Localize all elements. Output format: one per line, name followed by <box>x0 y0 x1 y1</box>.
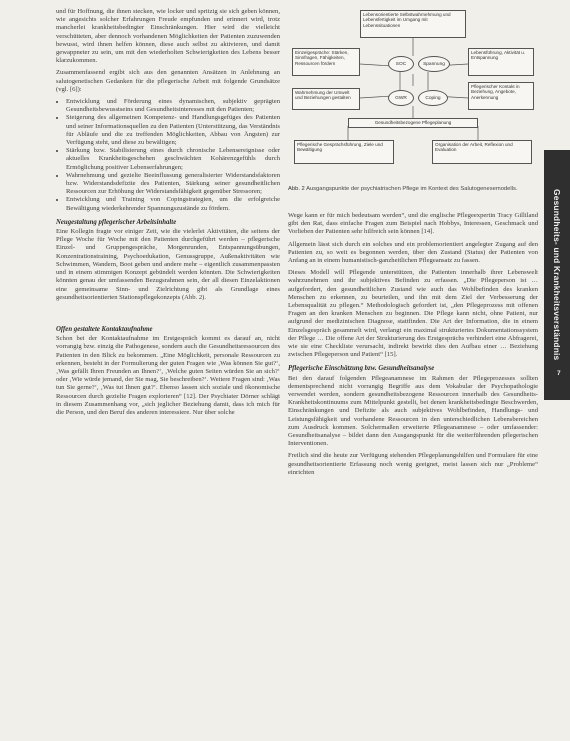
diagram-box-middle: Gesundheitsbezogene Pflegeplanung <box>348 118 478 128</box>
diagram-box-right-2: Pflegerischer Kontakt in Beziehung, Angebote, Anerkennung <box>468 82 534 110</box>
right-paragraph-2: Allgemein lässt sich durch ein solches und ein problemorientiert angelegter Zugang auf den Patienten zu, so weit es begonnen werden, über den Zustand (Status) der Patienten von Anfang an in einem humanistisch-ganzheitlichen Pflegeansatz zu fassen. <box>288 240 538 265</box>
left-paragraph-1: und für Hoffnung, die ihnen stecken, wie locker und spritzig sie sich geben können, wie angesichts solcher Erfahrungen Freude empfunden und erinnert wird, trotz mancherlei krankheitsbedingter Einschränkungen. Hier wird die vielleicht verschütteten, aber dennoch vorhandenen Möglichkeiten der Patienten zuzuwenden bewusst, wird ihnen helfen können, diese auch selbst zu aktivieren, und damit gewappneter zu sein, um mit den wiederholten Schwierigkeiten des Lebens besser klarzukommen. <box>56 8 280 65</box>
list-item: • Stärkung bzw. Stabilisierung eines durch chronische Lebensereignisse oder aktuelles Krankheitsgeschehen geschwächten Kohärenzgefühls durch Ermöglichung positiver Lebenserfahrungen; <box>66 147 280 172</box>
left-column <box>56 8 280 421</box>
diagram-box-left-2: Wahrnehmung der Umwelt und Beziehungen gestalten <box>292 88 360 110</box>
salutogenesis-diagram <box>288 8 538 184</box>
right-paragraph-5: Freilich sind die heute zur Verfügung stehenden Pflegeplanungshilfen und Formulare für eine gesundheitsorientierte Erfassung noch wenig geeignet, meist lassen sich nur „Probleme“ einrichten <box>288 452 538 476</box>
principles-list <box>56 98 280 213</box>
diagram-box-top: Lebensorientierte Selbstwahrnehmung und Lebensfertigkeit im Umgang mit Lebenssituationen <box>360 10 466 38</box>
diagram-node-spannung: Spannung <box>418 56 450 72</box>
list-item: • Wahrnehmung und gezielte Beeinflussung generalisierter Widerstandsfaktoren bzw. Widerstandsdefizite des Patienten, Stärkung seiner gesundheitlichen Ressourcen zur Erhöhung der Widerstandsfähigkeit gegenüber Stressoren; <box>66 172 280 197</box>
list-item: • Steigerung des allgemeinen Kompetenz- und Handlungsgefüges des Patienten und seiner Informationsquellen zu den Patienten (Unterstützung, das Verständnis für Abläufe und die zu treffenden Möglichkeiten, Abbau von Ängsten) zur Verfügung steht, und diese zu bewältigen; <box>66 114 280 147</box>
diagram-box-left-1: Einzelgespräche: Stärken, Sinnfragen, Fähigkeiten, Ressourcen fördern <box>292 48 360 76</box>
right-column <box>288 212 538 481</box>
page-number: 7 <box>557 370 561 377</box>
diagram-node-coping: Coping <box>418 90 448 106</box>
left-paragraph-3: Eine Kollegin fragte vor einiger Zeit, wie die vielerlei Aktivitäten, die seitens der Pflege Woche für Woche mit den Patienten durchgeführt werden – pflegerische Einzel- und Gruppengespräche, Morgenrunden, Entspannungsübungen, Konzentrationstraining, Psychoedukation, Genussgruppe, Außenaktivitäten wie Schwimmen, Wandern, Boot geben und andere mehr – eigentlich zusammenpassten und in einem stimmigen Konzept gebündelt werden könnten. Die Schwierigkeiten könnten genau der umfassenden Bezugsrahmen sein, der all diesen Einzelaktionen eine gemeinsame Sinn- und Zielrichtung gibt als Grundlage eines gesundheitsorientierten Stationspflegekonzepts (Abb. 2). <box>56 228 280 301</box>
list-item: • Entwicklung und Förderung eines dynamischen, subjektiv geprägten Gesundheitsbewusstseins und Gesundheitsinteresses mit den Patienten; <box>66 98 280 114</box>
list-item: • Entwicklung und Training von Copingstrategien, um die erfolgreiche Bewältigung wiederkehrender Spannungszustände zu fördern. <box>66 196 280 212</box>
diagram-node-gwr: GWR <box>388 90 414 106</box>
caption-text: Ausgangspunkte der psychiatrischen Pflege im Kontext des Salutogenesemodells. <box>306 186 518 192</box>
figure-caption <box>288 186 538 193</box>
diagram-box-right-1: Lebensführung, Aktivität u. Entspannung <box>468 48 534 76</box>
caption-label: Abb. 2 <box>288 186 305 192</box>
diagram-box-bottom-right: Organisation der Arbeit, Reflexion und Evaluation <box>432 140 532 164</box>
left-paragraph-4: Schon bei der Kontaktaufnahme im Erstgespräch kommt es darauf an, nicht vorrangig bzw. einzig die Pathogenese, sondern auch die Gesundheitsressourcen des Patienten in den Blick zu bekommen. „Eine Möglichkeit, personale Ressourcen zu erkennen, besteht in der Formulierung der guten Fragen wie ‚Was können Sie gut?‘, ‚Was gefällt Ihren Freunden an Ihnen?‘, ‚Welche guten Seiten würden Sie an sich?‘ oder ‚Wie würde jemand, der Sie mag, Sie beschreiben?‘. Weitere Fragen sind: ‚Was tun Sie gerne?‘, ‚Was tut Ihnen gut?‘. Ebenso lassen sich soziale und ökonomische Ressourcen durch gezielte Fragen explorieren“ [12]. Der Psychiater Dörner schlägt in diesem Zusammenhang vor, „sich jeglicher Beziehung damit, dass ich mich für die Person, und den Beruf des anderen interessiere. Nur über solche <box>56 335 280 416</box>
chapter-side-tab-title: Gesundheits- und Krankheitsverständnis <box>552 189 562 361</box>
section-heading: Neugestaltung pflegerischer Arbeitsinhalte <box>56 218 177 226</box>
right-paragraph-1: Wege kann er für mich bedeutsam werden“, und die englische Pflegeexpertin Tracy Gilliland gibt den Rat, dass einfache Fragen zum Beispiel nach Hobbys, Interessen, Geschmack und Vorlieben der Patienten sehr hilfreich sein können [14]. <box>288 212 538 236</box>
left-paragraph-2: Zusammenfassend ergibt sich aus den genannten Ansätzen in Anlehnung an salutogenetischen Gedanken für die pflegerische Arbeit mit folgende Grundsätze (vgl. [6]): <box>56 69 280 93</box>
right-paragraph-3: Dieses Modell will Pflegende unterstützen, die Patienten innerhalb ihrer Lebenswelt wahrzunehmen und ihr subjektives Befinden zu erfassen. „Die Pflegeperson ist … aufgefordert, den gesundheitlichen Zustand wie auch das Wohlbefinden des kranken Menschen zu erkennen, zu beurteilen, und ihn mit dem Ziel der Verbesserung der Lebensqualität zu pflegen.“ Methodologisch gefordert ist, „den Pflegeprozess mit offenen Fragen an den kranken Menschen zu beginnen. Die Pflege kann nicht, ohne Patient, nur aufgrund der medizinischen Diagnose, stattfinden. Die Art der Information, die in einem Einzelsgespräch gesammelt wird, verlangt ein maximal strukturiertes Dokumentationssystem der Pflege … Die offene Art der Strukturierung des Erstgesprächs verhindert eine Abfragerei, wie sie eine Checkliste verursacht, indirekt bewirkt dies den Aufbau einer … Beziehung zwischen Pflegeperson und Patient“ [15]. <box>288 269 538 359</box>
diagram-node-soc: SOC <box>388 56 414 72</box>
section-heading: Pflegerische Einschätzung bzw. Gesundheitsanalyse <box>288 365 435 373</box>
diagram-box-bottom-left: Pflegerische Gesprächsführung, Ziele und Bewältigung <box>294 140 394 164</box>
right-paragraph-4: Bei den darauf folgenden Pflegeanamnese im Rahmen der Pflegeprozesses sollten dementsprechend nicht vorrangig Begriffe aus dem Vokabular der Psychopathologie verwendet werden, sondern gesundheitsbezogene Ressourcen innerhalb des Gesundheits-Krankheitskontinuums zum Mittelpunkt gestellt, bei denen krankheitsbedingte Beschwerden, Einschränkungen und Defizite als auch subjektives Wohlbefinden, Handlungs- und Leistungsfähigkeit und vorhandene Ressourcen in den unterschiedlichen Lebensbereichen zum Ausdruck kommen. Solchermaßen erweiterte Pflegeanamnese – oder umfassender: Gesundheitsanalyse – bildet dann den Ausgangspunkt für die weiterführenden pflegerischen Interventionen. <box>288 374 538 448</box>
section-heading: Offen gestaltete Kontaktaufnahme <box>56 325 153 333</box>
